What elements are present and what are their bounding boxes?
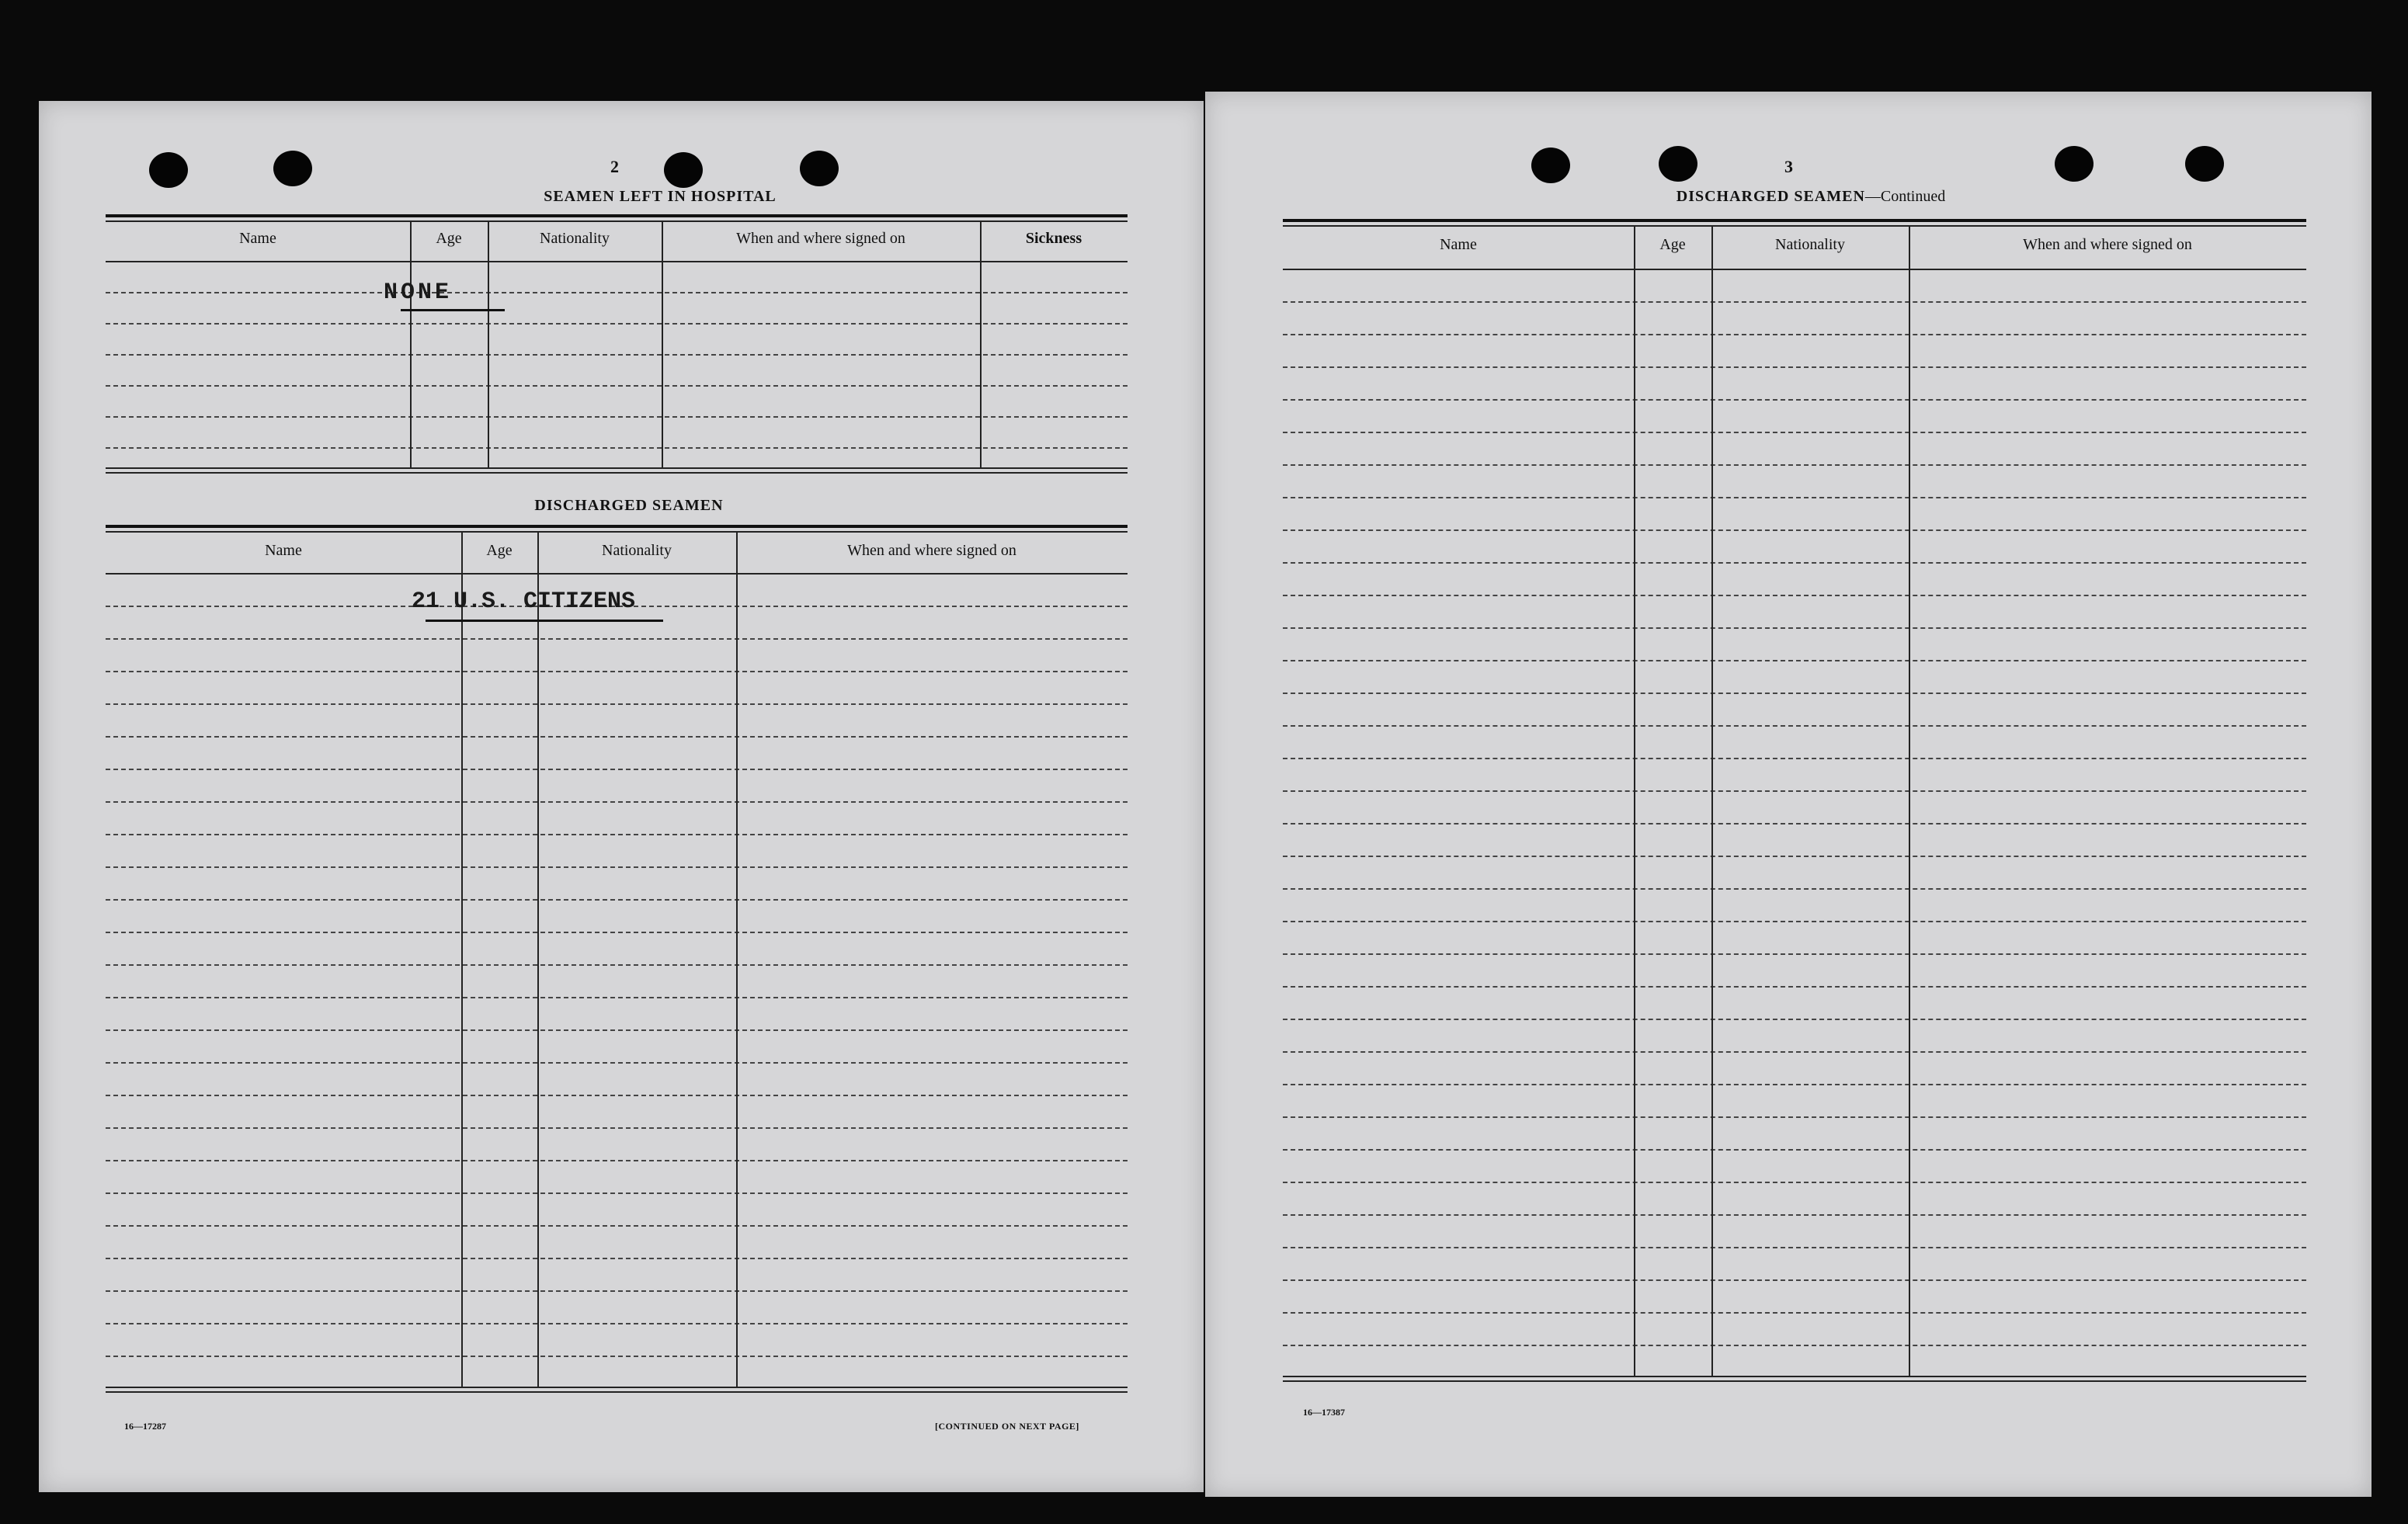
col-header-age: Age [486,542,513,559]
col-header-signed-on: When and where signed on [2023,236,2192,253]
discharged-continued-table [1283,219,2306,1401]
typed-underline [426,620,663,622]
typed-underline [401,309,505,311]
left-form-page [39,101,1204,1492]
discharged-section-title: DISCHARGED SEAMEN [534,497,724,514]
punch-hole [664,152,703,188]
punch-hole [2055,146,2094,182]
section-title-main: DISCHARGED SEAMEN [1676,188,1865,205]
continued-note: [CONTINUED ON NEXT PAGE] [935,1421,1079,1432]
form-number: 16—17287 [124,1421,166,1432]
col-header-name: Name [239,230,276,247]
form-number: 16—17387 [1303,1407,1345,1418]
discharged-table [106,525,1128,1410]
discharged-continued-title [1578,188,2044,206]
col-header-age: Age [436,230,462,247]
typed-entry-citizens: 21 U.S. CITIZENS [412,588,636,615]
right-form-page [1205,92,2372,1497]
col-header-age: Age [1659,236,1686,253]
punch-hole [1659,146,1697,182]
punch-hole [800,151,839,186]
col-header-sickness: Sickness [1025,230,1082,247]
punch-hole [2185,146,2224,182]
punch-hole [273,151,312,186]
hospital-section-title: SEAMEN LEFT IN HOSPITAL [544,188,777,205]
col-header-signed-on: When and where signed on [736,230,905,247]
col-header-name: Name [1440,236,1477,253]
page-number: 3 [1784,157,1793,176]
punch-hole [1531,148,1570,183]
col-header-nationality: Nationality [1775,236,1845,253]
hospital-table [106,214,1128,475]
typed-entry-none: NONE [384,279,453,306]
punch-hole [149,152,188,188]
col-header-nationality: Nationality [540,230,610,247]
section-title-suffix: —Continued [1864,188,1946,205]
col-header-name: Name [265,542,302,559]
page-number: 2 [610,157,619,176]
col-header-signed-on: When and where signed on [847,542,1016,559]
col-header-nationality: Nationality [602,542,672,559]
